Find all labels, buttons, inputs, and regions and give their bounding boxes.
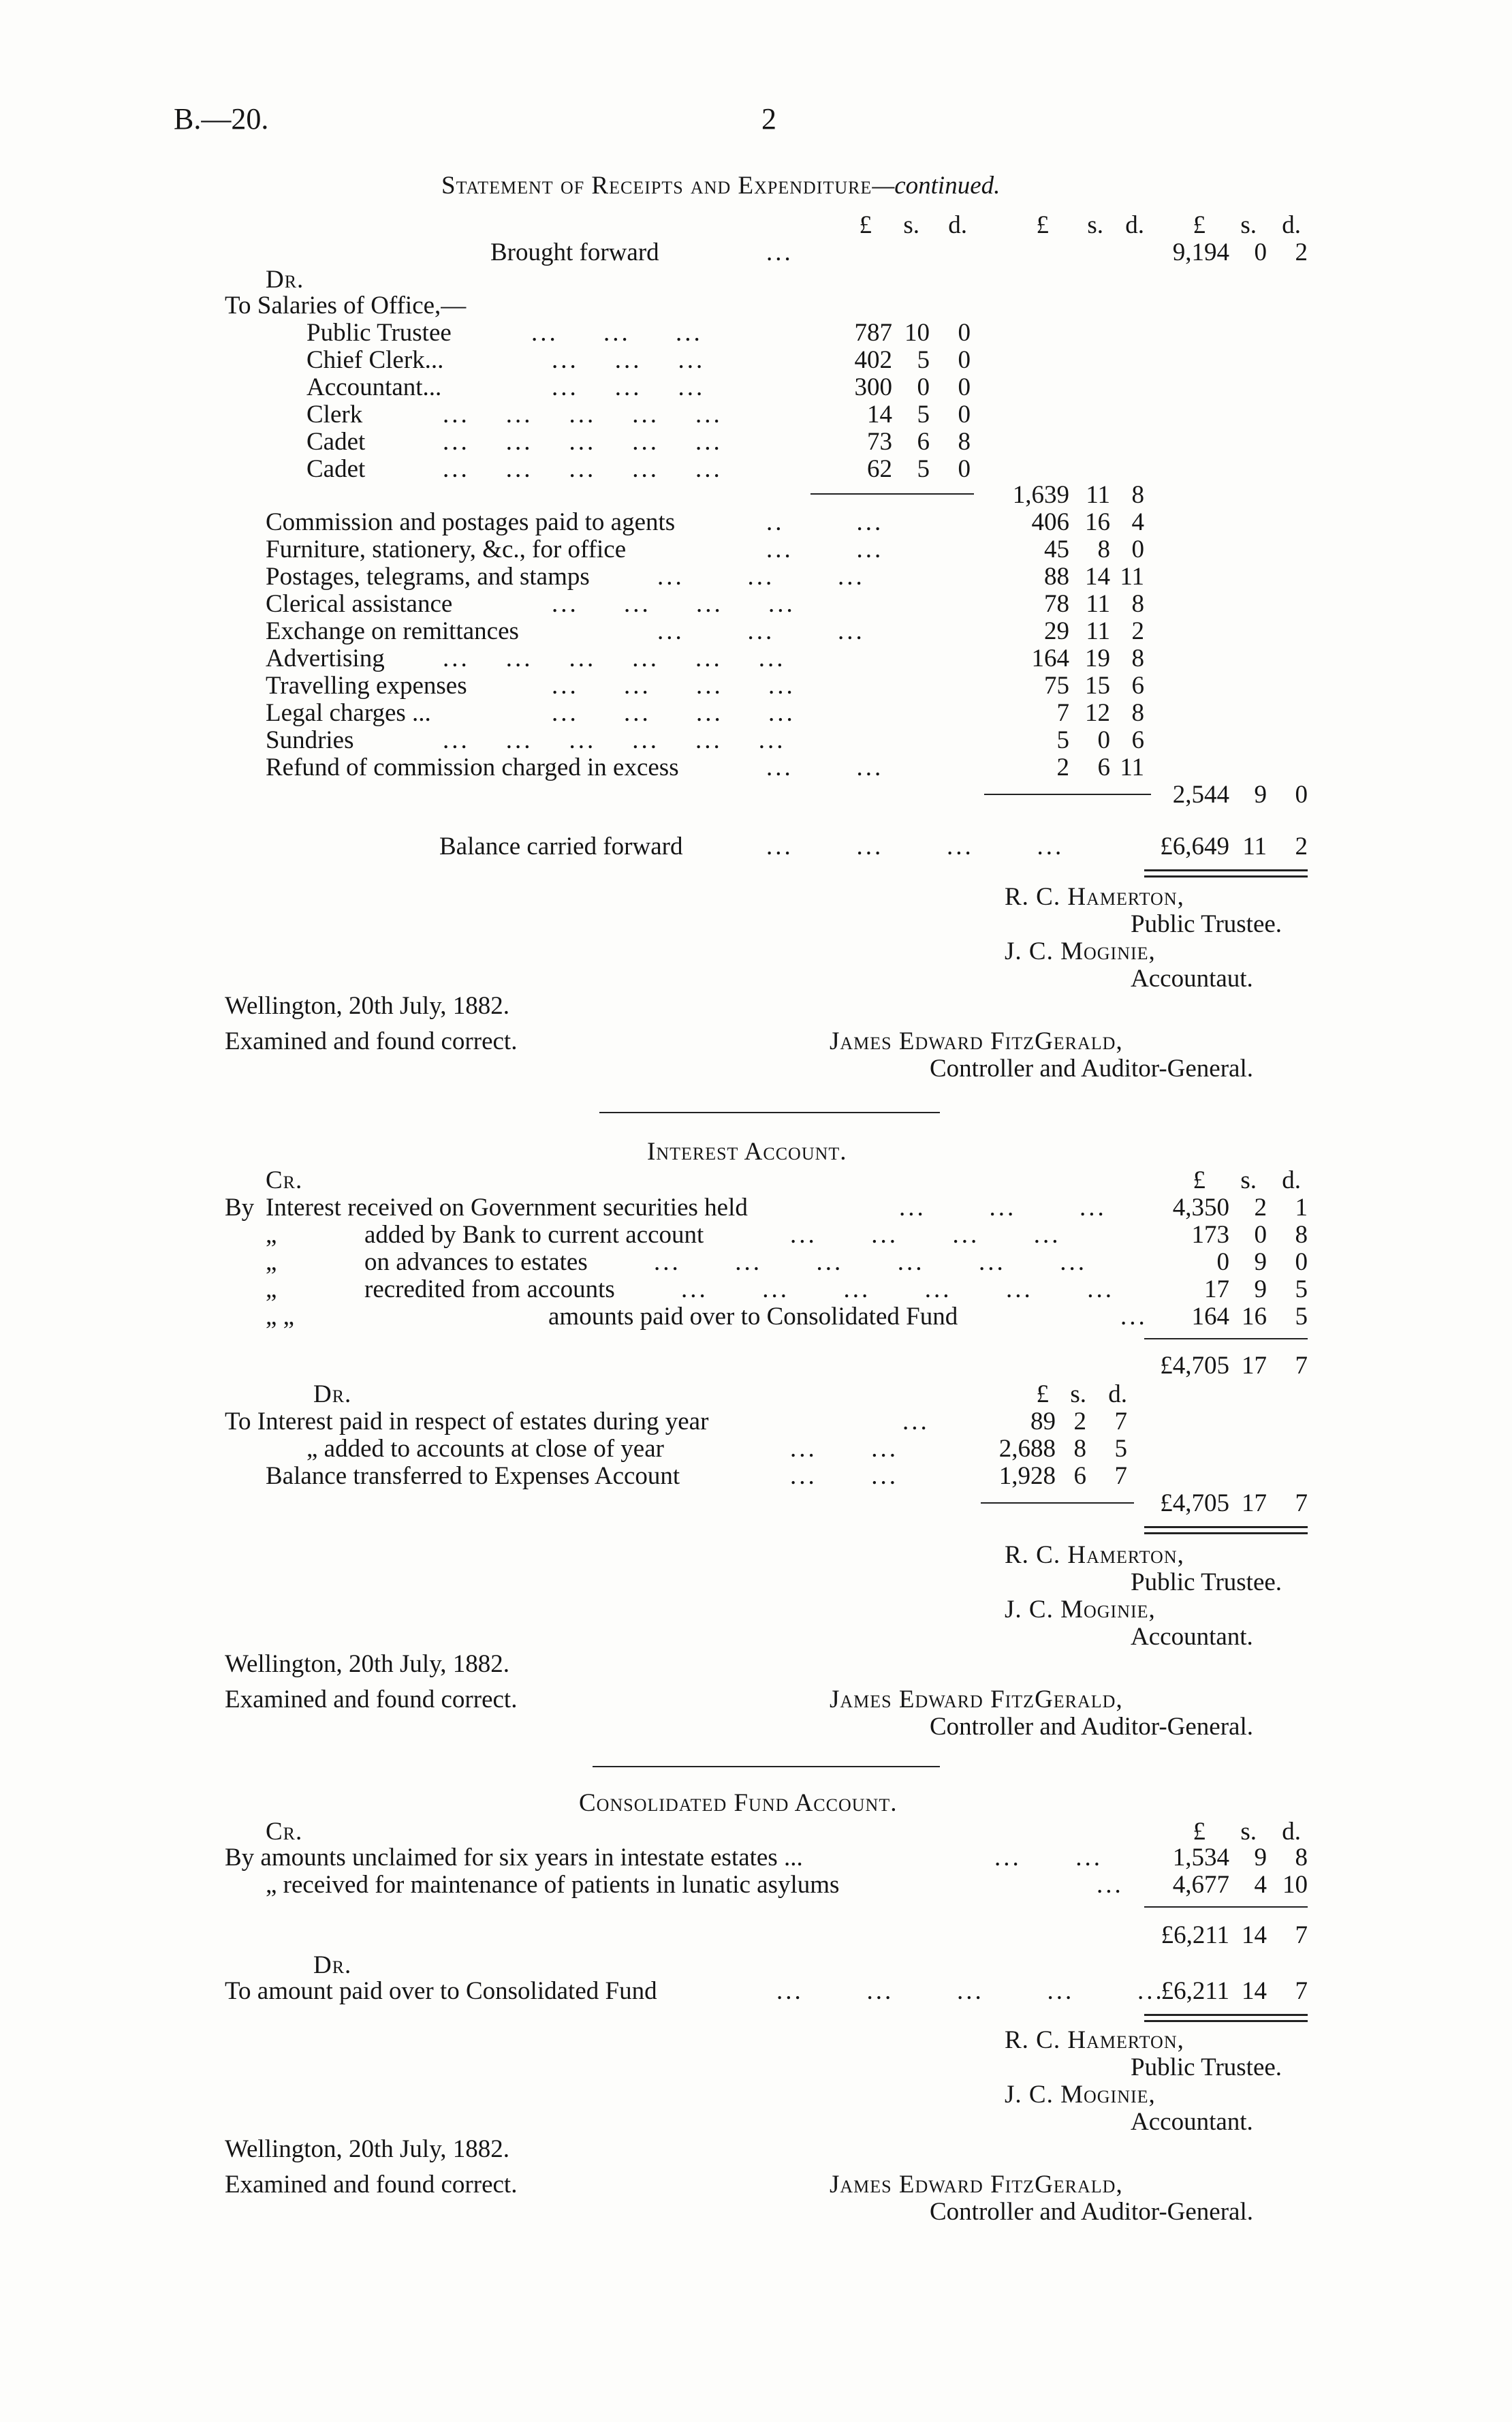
expense-shillings: 6: [1097, 754, 1110, 781]
brought-forward-pounds: 9,194: [1172, 238, 1229, 266]
salary-pence: 0: [958, 346, 971, 374]
leader-dots: ... ... ... ... ... ...: [654, 1248, 1087, 1276]
consolidated-cr-total-pence: 7: [1295, 1921, 1308, 1949]
leader-dots: ...: [902, 1408, 930, 1435]
place-date: Wellington, 20th July, 1882.: [225, 2135, 510, 2163]
interest-cr-pounds: 17: [1204, 1275, 1229, 1303]
interest-cr-pounds: 0: [1216, 1248, 1229, 1276]
leader-dots: ... ... ... ... ...: [443, 455, 723, 483]
brought-forward-shillings: 0: [1254, 238, 1267, 266]
salary-pence: 8: [958, 428, 971, 456]
expense-pounds: 5: [1056, 726, 1069, 754]
col-head-pence-1: d.: [948, 211, 967, 239]
consolidated-dr-label: Dr.: [313, 1951, 352, 1979]
auditor-title: Controller and Auditor-General.: [930, 1713, 1253, 1741]
expense-shillings: 12: [1085, 699, 1110, 727]
trustee-title: Public Trustee.: [1131, 1568, 1282, 1596]
col-head-pounds-1: £: [859, 211, 872, 239]
leader-dots: ... ... ...: [552, 346, 706, 374]
interest-cr-label: Interest received on Government securities held: [266, 1194, 748, 1222]
salary-pounds: 62: [867, 455, 892, 483]
leader-dots: ... ... ...: [657, 617, 865, 645]
consolidated-cr-pence: 10: [1282, 1871, 1308, 1899]
leader-dots: ... ... ...: [531, 319, 703, 347]
examined-note: Examined and found correct.: [225, 1027, 518, 1055]
expense-pounds: 164: [1031, 645, 1069, 672]
accountant-signature: J. C. Moginie,: [1005, 2081, 1156, 2109]
interest-dr-label: To Interest paid in respect of estates during year: [225, 1408, 709, 1435]
items-total-pounds: 2,544: [1172, 781, 1229, 809]
interest-cr-pounds: 173: [1191, 1221, 1229, 1249]
leader-dots: ... ...: [994, 1844, 1103, 1872]
interest-cr-label: Cr.: [266, 1166, 303, 1194]
salary-label: Accountant...: [306, 373, 442, 401]
salary-shillings: 10: [904, 319, 930, 347]
salary-pounds: 787: [854, 319, 892, 347]
expense-shillings: 0: [1097, 726, 1110, 754]
statement-title-text: Statement of Receipts and Expenditure: [441, 172, 872, 200]
double-rule: [1144, 1526, 1308, 1534]
expense-pence: 4: [1131, 508, 1144, 536]
trustee-title: Public Trustee.: [1131, 2053, 1282, 2081]
col-head-shillings-1: s.: [903, 211, 919, 239]
interest-cr-total-pounds: £4,705: [1160, 1352, 1229, 1380]
salaries-total-shillings: 11: [1086, 481, 1110, 509]
interest-cr-prefix: „: [266, 1248, 277, 1276]
expense-label: Clerical assistance: [266, 590, 453, 618]
interest-cr-prefix: By: [225, 1194, 255, 1222]
expense-shillings: 11: [1086, 617, 1110, 645]
expense-shillings: 16: [1085, 508, 1110, 536]
leader-dots: ... ...: [790, 1435, 898, 1463]
interest-cr-shillings: 9: [1254, 1275, 1267, 1303]
items-total-pence: 0: [1295, 781, 1308, 809]
interest-cr-label: on advances to estates: [364, 1248, 588, 1276]
interest-cr-pounds: 164: [1191, 1303, 1229, 1331]
accountant-title: Accountant.: [1131, 1623, 1253, 1651]
interest-cr-shillings: 2: [1254, 1194, 1267, 1222]
salary-label: Cadet: [306, 455, 366, 483]
brought-forward-label: Brought forward: [490, 238, 659, 266]
salary-pence: 0: [958, 319, 971, 347]
leader-dots: ... ... ...: [657, 563, 865, 591]
accountant-title: Accountaut.: [1131, 965, 1253, 993]
consolidated-dr-item-label: To amount paid over to Consolidated Fund: [225, 1977, 657, 2005]
leader-dots: ...: [1120, 1303, 1148, 1331]
expense-label: Commission and postages paid to agents: [266, 508, 676, 536]
auditor-signature: James Edward FitzGerald,: [830, 2171, 1123, 2199]
expense-shillings: 15: [1085, 672, 1110, 700]
expense-shillings: 11: [1086, 590, 1110, 618]
expense-label: Legal charges ...: [266, 699, 431, 727]
accountant-signature: J. C. Moginie,: [1005, 1596, 1156, 1624]
interest-cr-total-pence: 7: [1295, 1352, 1308, 1380]
rule: [810, 493, 974, 495]
interest-dr-pence: 5: [1114, 1435, 1127, 1463]
page-number: 2: [761, 102, 776, 136]
interest-dr-shillings: 2: [1073, 1408, 1086, 1435]
salary-label: Public Trustee: [306, 319, 452, 347]
interest-dr-pence: 7: [1114, 1408, 1127, 1435]
examined-note: Examined and found correct.: [225, 2171, 518, 2199]
consolidated-col-head-pence: d.: [1282, 1818, 1301, 1846]
trustee-signature: R. C. Hamerton,: [1005, 2026, 1184, 2054]
interest-cr-pounds: 4,350: [1172, 1194, 1229, 1222]
expense-pounds: 2: [1056, 754, 1069, 781]
accountant-title: Accountant.: [1131, 2108, 1253, 2136]
leader-dots: ... ... ... ... ... ...: [681, 1275, 1114, 1303]
interest-cr-total-shillings: 17: [1242, 1352, 1267, 1380]
interest-dr-col-head-pounds: £: [1036, 1380, 1049, 1408]
interest-cr-label: added by Bank to current account: [364, 1221, 704, 1249]
leader-dots: ... ... ... ...: [552, 699, 796, 727]
expense-label: Advertising: [266, 645, 385, 672]
expense-pence: 8: [1131, 590, 1144, 618]
col-head-pence-2: d.: [1125, 211, 1144, 239]
salary-shillings: 5: [917, 346, 930, 374]
section-divider: [593, 1766, 940, 1767]
interest-cr-pence: 5: [1295, 1275, 1308, 1303]
expense-pence: 6: [1131, 672, 1144, 700]
brought-forward-pence: 2: [1295, 238, 1308, 266]
interest-dr-pounds: 89: [1030, 1408, 1056, 1435]
expense-pence: 11: [1120, 563, 1144, 591]
statement-title-suffix: —continued.: [872, 172, 1001, 200]
interest-dr-label: Balance transferred to Expenses Account: [266, 1462, 680, 1490]
expense-shillings: 8: [1097, 535, 1110, 563]
interest-dr-total-pence: 7: [1295, 1489, 1308, 1517]
expense-pounds: 45: [1044, 535, 1069, 563]
interest-cr-label: recredited from accounts: [364, 1275, 615, 1303]
salary-shillings: 0: [917, 373, 930, 401]
auditor-signature: James Edward FitzGerald,: [830, 1027, 1123, 1055]
expense-label: Sundries: [266, 726, 354, 754]
leader-dots: .. ...: [766, 508, 884, 536]
leader-dots: ... ... ... ... ... ...: [443, 645, 786, 672]
interest-dr-shillings: 8: [1073, 1435, 1086, 1463]
salary-pence: 0: [958, 455, 971, 483]
consolidated-cr-pounds: 4,677: [1172, 1871, 1229, 1899]
leader-dots: ... ... ... ...: [766, 833, 1065, 860]
trustee-signature: R. C. Hamerton,: [1005, 883, 1184, 911]
leader-dots: ... ... ... ...: [552, 590, 796, 618]
col-head-pounds-3: £: [1193, 211, 1206, 239]
salary-pence: 0: [958, 401, 971, 429]
interest-dr-shillings: 6: [1073, 1462, 1086, 1490]
rule: [1144, 1338, 1308, 1339]
balance-label: Balance carried forward: [439, 833, 683, 860]
expense-pounds: 88: [1044, 563, 1069, 591]
expense-label: Travelling expenses: [266, 672, 467, 700]
consolidated-dr-shillings: 14: [1242, 1977, 1267, 2005]
examined-note: Examined and found correct.: [225, 1686, 518, 1713]
leader-dots: ... ... ... ... ...: [776, 1977, 1165, 2005]
auditor-signature: James Edward FitzGerald,: [830, 1686, 1123, 1713]
expense-pence: 2: [1131, 617, 1144, 645]
col-head-pounds-2: £: [1036, 211, 1049, 239]
interest-col-head-pounds: £: [1193, 1166, 1206, 1194]
interest-title: Interest Account.: [647, 1138, 847, 1166]
interest-cr-label: amounts paid over to Consolidated Fund: [548, 1303, 958, 1331]
expense-pence: 11: [1120, 754, 1144, 781]
dr-label: Dr.: [266, 266, 304, 294]
interest-col-head-pence: d.: [1282, 1166, 1301, 1194]
leader-dots: ... ... ... ...: [552, 672, 796, 700]
interest-cr-shillings: 16: [1242, 1303, 1267, 1331]
expense-pence: 6: [1131, 726, 1144, 754]
consolidated-cr-total-pounds: £6,211: [1161, 1921, 1229, 1949]
consolidated-cr-pounds: 1,534: [1172, 1844, 1229, 1872]
interest-dr-label: „ added to accounts at close of year: [306, 1435, 664, 1463]
auditor-title: Controller and Auditor-General.: [930, 1055, 1253, 1083]
expense-shillings: 19: [1085, 645, 1110, 672]
consolidated-cr-label: By amounts unclaimed for six years in intestate estates ...: [225, 1844, 803, 1872]
double-rule: [1144, 2014, 1308, 2022]
leader-dots: ... ... ... ... ...: [443, 401, 723, 429]
expense-pounds: 29: [1044, 617, 1069, 645]
expense-pounds: 406: [1031, 508, 1069, 536]
interest-cr-pence: 5: [1295, 1303, 1308, 1331]
col-head-pence-3: d.: [1282, 211, 1301, 239]
interest-cr-shillings: 0: [1254, 1221, 1267, 1249]
leader-dots: ... ... ... ... ...: [443, 428, 723, 456]
items-total-shillings: 9: [1254, 781, 1267, 809]
interest-cr-prefix: „: [266, 1221, 277, 1249]
place-date: Wellington, 20th July, 1882.: [225, 1650, 510, 1678]
leader-dots: ... ... ... ... ... ...: [443, 726, 786, 754]
trustee-title: Public Trustee.: [1131, 910, 1282, 938]
rule: [984, 794, 1151, 795]
interest-cr-prefix: „: [266, 1275, 277, 1303]
salary-pounds: 402: [854, 346, 892, 374]
interest-dr-col-head-shillings: s.: [1070, 1380, 1086, 1408]
consolidated-col-head-pounds: £: [1193, 1818, 1206, 1846]
interest-dr-total-shillings: 17: [1242, 1489, 1267, 1517]
salary-label: Clerk: [306, 401, 363, 429]
salaries-total-pence: 8: [1131, 481, 1144, 509]
expense-pounds: 7: [1056, 699, 1069, 727]
salary-shillings: 5: [917, 455, 930, 483]
interest-col-head-shillings: s.: [1240, 1166, 1257, 1194]
balance-shillings: 11: [1242, 833, 1267, 860]
leader-dots: ... ...: [790, 1462, 898, 1490]
rule: [981, 1502, 1134, 1504]
statement-title: [441, 172, 1000, 200]
expense-label: Refund of commission charged in excess: [266, 754, 679, 781]
report-code: B.—20.: [174, 102, 269, 136]
expense-label: Postages, telegrams, and stamps: [266, 563, 590, 591]
leader-dots: ...: [766, 238, 793, 266]
col-head-shillings-3: s.: [1240, 211, 1257, 239]
consolidated-title: Consolidated Fund Account.: [579, 1789, 898, 1817]
interest-dr-pence: 7: [1114, 1462, 1127, 1490]
interest-dr-pounds: 1,928: [998, 1462, 1056, 1490]
leader-dots: ...: [1097, 1871, 1124, 1899]
interest-dr-total-pounds: £4,705: [1160, 1489, 1229, 1517]
expense-label: Exchange on remittances: [266, 617, 519, 645]
salary-pounds: 300: [854, 373, 892, 401]
consolidated-cr-label: „ received for maintenance of patients in lunatic asylums: [266, 1871, 840, 1899]
consolidated-dr-pence: 7: [1295, 1977, 1308, 2005]
expense-pence: 8: [1131, 645, 1144, 672]
expense-pence: 8: [1131, 699, 1144, 727]
salary-shillings: 5: [917, 401, 930, 429]
interest-cr-pence: 0: [1295, 1248, 1308, 1276]
expense-pounds: 78: [1044, 590, 1069, 618]
consolidated-cr-shillings: 4: [1254, 1871, 1267, 1899]
interest-cr-prefix: „ „: [266, 1303, 295, 1331]
expense-pounds: 75: [1044, 672, 1069, 700]
consolidated-col-head-shillings: s.: [1240, 1818, 1257, 1846]
salary-pounds: 73: [867, 428, 892, 456]
interest-cr-shillings: 9: [1254, 1248, 1267, 1276]
leader-dots: ... ...: [766, 754, 884, 781]
expense-label: Furniture, stationery, &c., for office: [266, 535, 627, 563]
salary-label: Cadet: [306, 428, 366, 456]
salary-shillings: 6: [917, 428, 930, 456]
consolidated-cr-pence: 8: [1295, 1844, 1308, 1872]
interest-cr-pence: 1: [1295, 1194, 1308, 1222]
col-head-shillings-2: s.: [1087, 211, 1103, 239]
consolidated-dr-pounds: £6,211: [1161, 1977, 1229, 2005]
double-rule: [1144, 869, 1308, 878]
leader-dots: ... ...: [766, 535, 884, 563]
interest-dr-label: Dr.: [313, 1380, 352, 1408]
accountant-signature: J. C. Moginie,: [1005, 937, 1156, 965]
consolidated-cr-label: Cr.: [266, 1818, 303, 1846]
interest-cr-pence: 8: [1295, 1221, 1308, 1249]
salaries-heading: To Salaries of Office,—: [225, 292, 467, 320]
interest-dr-col-head-pence: d.: [1108, 1380, 1127, 1408]
expense-shillings: 14: [1085, 563, 1110, 591]
leader-dots: ... ... ... ...: [790, 1221, 1061, 1249]
leader-dots: ... ... ...: [899, 1194, 1107, 1222]
trustee-signature: R. C. Hamerton,: [1005, 1541, 1184, 1569]
auditor-title: Controller and Auditor-General.: [930, 2198, 1253, 2226]
salary-pence: 0: [958, 373, 971, 401]
salaries-total-pounds: 1,639: [1012, 481, 1069, 509]
consolidated-cr-total-shillings: 14: [1242, 1921, 1267, 1949]
leader-dots: ... ... ...: [552, 373, 706, 401]
salary-label: Chief Clerk...: [306, 346, 444, 374]
balance-pence: 2: [1295, 833, 1308, 860]
balance-pounds: £6,649: [1160, 833, 1229, 860]
place-date: Wellington, 20th July, 1882.: [225, 992, 510, 1020]
section-divider: [599, 1112, 940, 1113]
rule: [1144, 1906, 1308, 1908]
interest-dr-pounds: 2,688: [998, 1435, 1056, 1463]
consolidated-cr-shillings: 9: [1254, 1844, 1267, 1872]
expense-pence: 0: [1131, 535, 1144, 563]
salary-pounds: 14: [867, 401, 892, 429]
